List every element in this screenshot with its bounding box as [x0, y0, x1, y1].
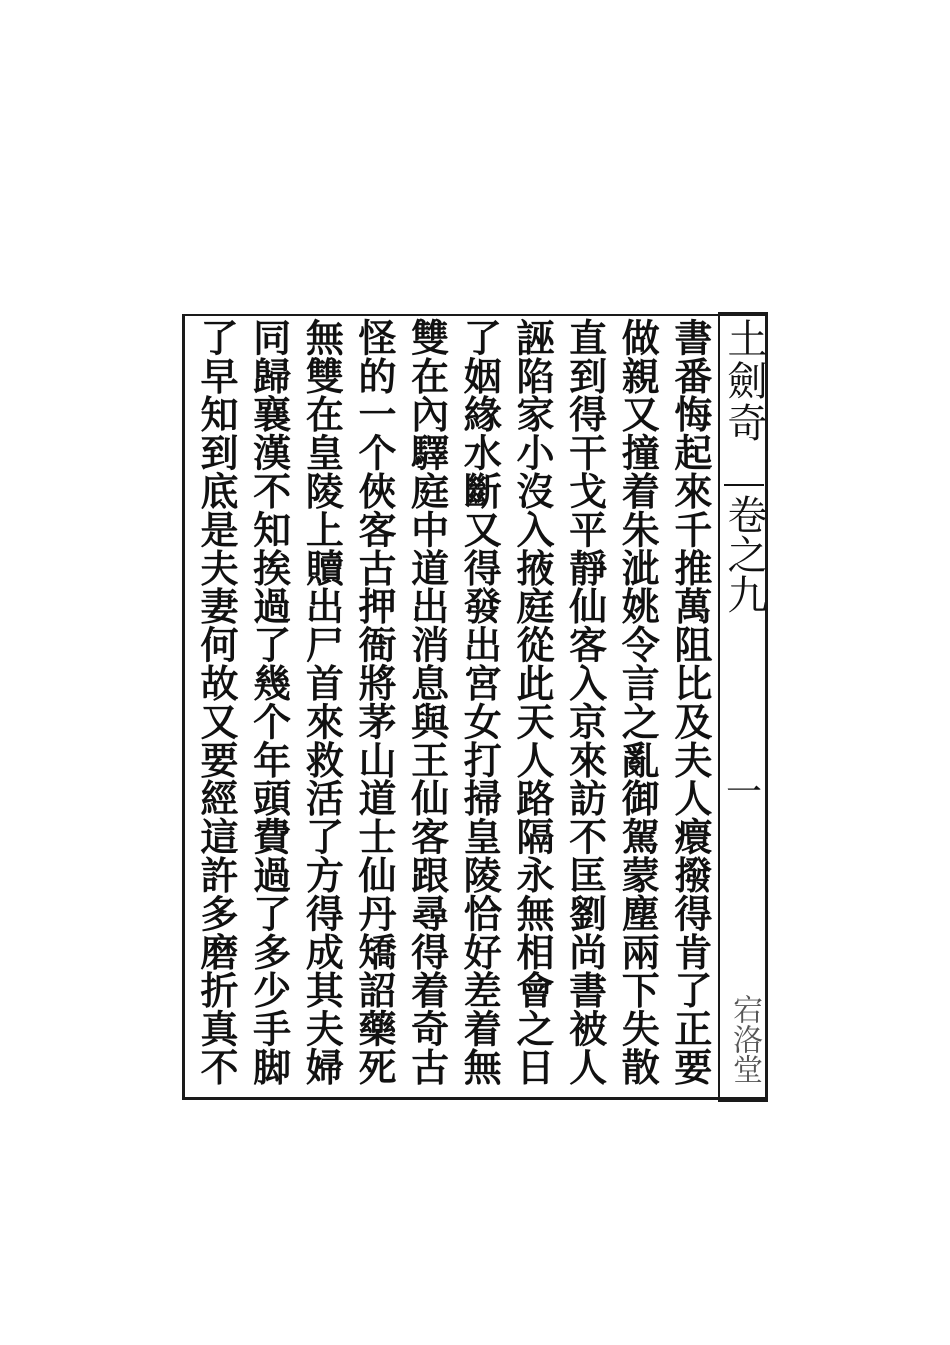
text-column: 書番悔起來千推萬阻比及夫人癏撥得肯了正要	[667, 318, 713, 1086]
book-title: 土劍奇	[721, 318, 767, 444]
text-column: 無雙在皇陵上贖出尸首來救活了方得成其夫婦	[299, 318, 345, 1086]
text-column: 做親又撞着朱泚姚令言之亂御駕蒙塵兩下失散	[615, 318, 661, 1086]
text-column: 直到得干戈平靜仙客入京來訪不匡劉尚書被人	[562, 318, 608, 1086]
volume-label: 卷之九	[721, 494, 767, 614]
block-margin-column	[718, 312, 768, 1102]
press-name: 宕洛堂	[727, 994, 762, 1084]
text-column: 雙在內驛庭中道出消息與王仙客跟尋得着奇古	[404, 318, 450, 1086]
text-column: 了姻緣水斷又得發出宮女打掃皇陵恰好差着無	[457, 318, 503, 1086]
fish-tail-mark	[724, 484, 764, 486]
folio-number: 一	[725, 772, 762, 813]
text-column: 怪的一个俠客古押衙將茅山道士仙丹矯詔藥死	[351, 318, 397, 1086]
text-column: 誣陷家小沒入掖庭從此天人路隔永無相會之日	[509, 318, 555, 1086]
text-column: 同歸襄漢不知挨過了幾个年頭費過了多少手脚	[246, 318, 292, 1086]
main-text	[190, 318, 716, 1098]
text-column: 了早知到底是夫妻何故又要經這許多磨折真不	[194, 318, 239, 1086]
